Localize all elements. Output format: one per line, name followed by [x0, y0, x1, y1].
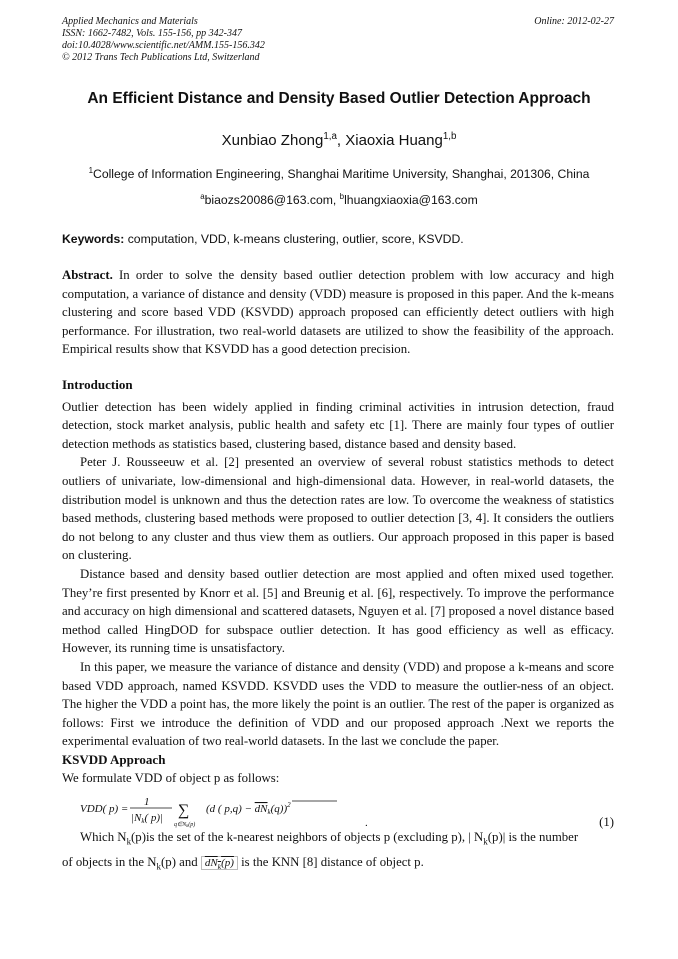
formula-dot: .: [365, 817, 368, 829]
journal-name: Applied Mechanics and Materials: [62, 16, 198, 27]
author-separator: ,: [336, 132, 346, 149]
abstract-label: Abstract.: [62, 268, 113, 282]
ksvdd-intro: We formulate VDD of object p as follows:: [62, 771, 280, 786]
author-1: Xunbiao Zhong: [221, 132, 324, 149]
introduction-section: [62, 376, 614, 788]
formula-lhs: VDD( p) =: [80, 803, 129, 815]
keywords-text: computation, VDD, k-means clustering, outlier, score, KSVDD.: [124, 232, 464, 246]
author-2-sup: 1,b: [442, 131, 457, 142]
authors: [0, 132, 678, 149]
email-b[interactable]: lhuangxiaoxia@163.com: [344, 193, 478, 207]
abstract-text: In order to solve the density based outlier detection problem with low accuracy and high computation, a variance of distance and density (VDD) measure is proposed in this paper. And the k-means clustering and score based VDD (KSVDD) approach proposed can efficiently detect outliers with high performance. For illustration, two real-world datasets are utilized to show the feasibility of the approach. Empirical results show that KSVDD has a good detection precision.: [62, 268, 614, 357]
knn-distance-symbol: $dN_k(p)$: [201, 856, 238, 870]
keywords: [62, 232, 616, 246]
online-date: Online: 2012-02-27: [534, 16, 614, 27]
email-a-sup: a: [200, 191, 205, 201]
equation-number: (1): [599, 815, 614, 829]
email-a[interactable]: biaozs20086@163.com,: [204, 193, 340, 207]
author-1-sup: 1,a: [323, 131, 337, 142]
email-b-sup: b: [339, 191, 345, 201]
doi-line: doi:10.4028/www.scientific.net/AMM.155-156.342: [62, 40, 265, 51]
formula-denominator: |Nk( p)|: [131, 812, 164, 825]
intro-paragraph-4: In this paper, we measure the variance of distance and density (VDD) and propose a k-means and score based VDD approach, named KSVDD. KSVDD uses the VDD to measure the outlier-ness of an object. The higher the VDD a point has, the more likely the point is an outlier. The rest of the paper is organized as follows: First we introduce the definition of VDD and our proposed approach .Next we reports the experimental evaluation of two real-world datasets. In the last we conclude the paper.: [62, 659, 614, 749]
affiliation-text: College of Information Engineering, Shanghai Maritime University, Shanghai, 201306, China: [93, 167, 590, 181]
ksvdd-heading: KSVDD Approach: [62, 751, 166, 767]
affiliation: [62, 167, 616, 181]
emails: [0, 193, 678, 207]
abstract: [62, 266, 614, 359]
summation-subscript: q∈Nk(p): [174, 822, 196, 828]
journal-header: [62, 16, 265, 64]
intro-paragraph-1: Outlier detection has been widely applied in finding criminal activities in intrusion detection, fraud detection, stock market analysis, public health and safety etc [1]. There are mainly four types of outlier detection methods as statistics based, clustering based, distance based and density based.: [62, 399, 614, 451]
paper-title: An Efficient Distance and Density Based Outlier Detection Approach: [87, 90, 591, 107]
introduction-heading: Introduction: [62, 377, 133, 392]
affiliation-sup: 1: [88, 165, 94, 175]
intro-paragraph-3: Distance based and density based outlier detection are most applied and often mixed used together. They’re first presented by Knorr et al. [5] and Breunig et al. [6], respectively. To improve the performance and accuracy on high dimensional and scattered datasets, Nguyen et al. [7] proposed a novel distance based method called HingDOD for subspace outlier detection. It has good efficiency as well as efficacy. However, its running time is unsatisfactory.: [62, 566, 614, 656]
summation-sign: ∑: [178, 802, 190, 819]
copyright-line: © 2012 Trans Tech Publications Ltd, Switzerland: [62, 52, 260, 63]
formula-explanation: Which $N_k(p)is$ the set of the k-nearest neighbors of objects p (excluding p), | $N_k(p)|$ is the number of objects in the $N_k(p)$ and $dN_k(p)$ is the KNN [8] distance of object p.: [62, 830, 579, 872]
formula-numerator: 1: [144, 796, 150, 808]
issn-line: ISSN: 1662-7482, Vols. 155-156, pp 342-347: [62, 28, 242, 39]
formula-body: (d ( p,q) − dNk(q))$^2$: [206, 801, 291, 816]
author-2: Xiaoxia Huang: [345, 132, 443, 149]
intro-paragraph-2: Peter J. Rousseeuw et al. [2] presented an overview of several robust statistics methods to detect outliers of univariate, low-dimensional and high-dimensional data. However, in real-world datasets, the distribution model is unknown and thus the detection rates are low. To overcome the weakness of statistics based methods, clustering based methods were proposed to outlier detection [3, 4]. It considers the outliers do not belong to any cluster and thus view them as outliers. Our approach proposed in this paper is based on clustering.: [62, 455, 614, 563]
keywords-label: Keywords:: [62, 232, 125, 246]
